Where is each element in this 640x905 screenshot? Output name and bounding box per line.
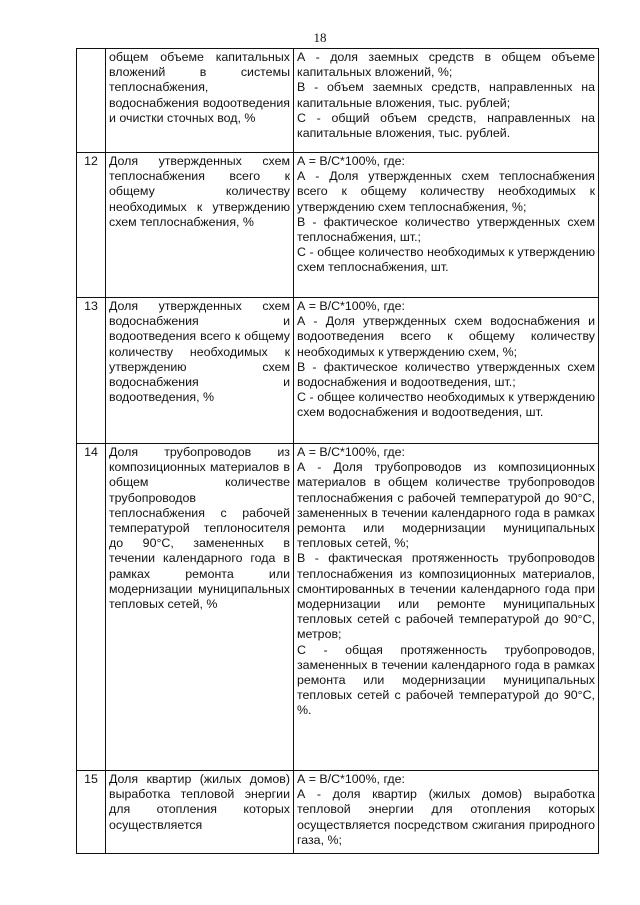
formula-line: В - объем заемных средств, направленных на капитальные вложения, тыс. рублей; bbox=[297, 80, 595, 110]
table-row bbox=[77, 444, 599, 771]
table-row bbox=[77, 771, 599, 854]
formula-line: А = В/С*100%, где: bbox=[297, 445, 405, 459]
indicators-table bbox=[76, 48, 599, 854]
formula-line: С - общий объем средств, направленных на капитальные вложения, тыс. рублей. bbox=[297, 110, 595, 141]
page-number: 18 bbox=[313, 30, 327, 45]
formula-line: В - фактическое количество утвержденных схем водоснабжения и водоотведения, шт.; bbox=[297, 359, 595, 390]
table-row bbox=[77, 298, 599, 444]
formula-line: А - Доля трубопроводов из композиционных материалов в общем количестве трубопроводов теплоснабжения с рабочей температурой до 90°С, замененных в течении календарного года в рамках ремонта или модернизации муниципальных тепловых сетей, %; bbox=[297, 460, 595, 551]
formula-line: А - Доля утвержденных схем теплоснабжения всего к общему количеству необходимых к утверждению схем теплоснабжения, %; bbox=[297, 169, 595, 214]
row-number: 14 bbox=[77, 444, 106, 771]
table-row bbox=[77, 153, 599, 298]
row-number bbox=[77, 49, 106, 153]
formula-line: В - фактическая протяженность трубопроводов теплоснабжения из композиционных материалов, смонтированных в течении календарного года при модернизации или ремонте муниципальных тепловых сетей с рабочей температурой до 90°С, метров; bbox=[297, 551, 595, 642]
row-number: 12 bbox=[77, 153, 106, 298]
indicator-name: Доля утвержденных схем теплоснабжения всего к общему количеству необходимых к утверждению схем теплоснабжения, % bbox=[106, 153, 294, 298]
formula-line: А - доля заемных средств в общем объеме капитальных вложений, %; bbox=[297, 50, 595, 80]
indicator-name: Доля трубопроводов из композиционных материалов в общем количестве трубопроводов теплоснабжения с рабочей температурой теплоносителя до 90°С, замененных в течении календарного года в рамках ремонта или модернизации муниципальных тепловых сетей, % bbox=[106, 444, 294, 771]
formula-line: А - доля квартир (жилых домов) выработка тепловой энергии для отопления которых осуществляется посредством сжигания природного газа, %; bbox=[297, 787, 595, 847]
indicator-formula bbox=[294, 771, 599, 854]
formula-line: В - фактическое количество утвержденных схем теплоснабжения, шт.; bbox=[297, 214, 595, 245]
indicator-formula bbox=[294, 298, 599, 444]
indicator-formula bbox=[294, 444, 599, 771]
row-number: 15 bbox=[77, 771, 106, 854]
formula-line: А = В/С*100%, где: bbox=[297, 772, 405, 786]
indicator-formula bbox=[294, 49, 599, 153]
formula-line: С - общая протяженность трубопроводов, замененных в течении календарного года в рамках ремонта или модернизации муниципальных тепловых сетей с рабочей температурой до 90°С, %. bbox=[297, 642, 595, 718]
table-row bbox=[77, 49, 599, 153]
indicator-name: Доля квартир (жилых домов) выработка тепловой энергии для отопления которых осуществляется bbox=[106, 771, 294, 854]
indicator-name: Доля утвержденных схем водоснабжения и водоотведения всего к общему количеству необходимых к утверждению схем водоснабжения и водоотведения, % bbox=[106, 298, 294, 444]
formula-line: А = В/С*100%, где: bbox=[297, 299, 405, 313]
formula-line: С - общее количество необходимых к утверждению схем теплоснабжения, шт. bbox=[297, 245, 595, 275]
formula-line: А = В/С*100%, где: bbox=[297, 154, 405, 168]
formula-line: С - общее количество необходимых к утверждению схем водоснабжения и водоотведения, шт. bbox=[297, 390, 595, 420]
row-number: 13 bbox=[77, 298, 106, 444]
formula-line: А - Доля утвержденных схем водоснабжения и водоотведения всего к общему количеству необходимых к утверждению схем, %; bbox=[297, 314, 595, 359]
indicator-name: общем объеме капитальных вложений в системы теплоснабжения, водоснабжения водоотведения и очистки сточных вод, % bbox=[106, 49, 294, 153]
indicator-formula bbox=[294, 153, 599, 298]
